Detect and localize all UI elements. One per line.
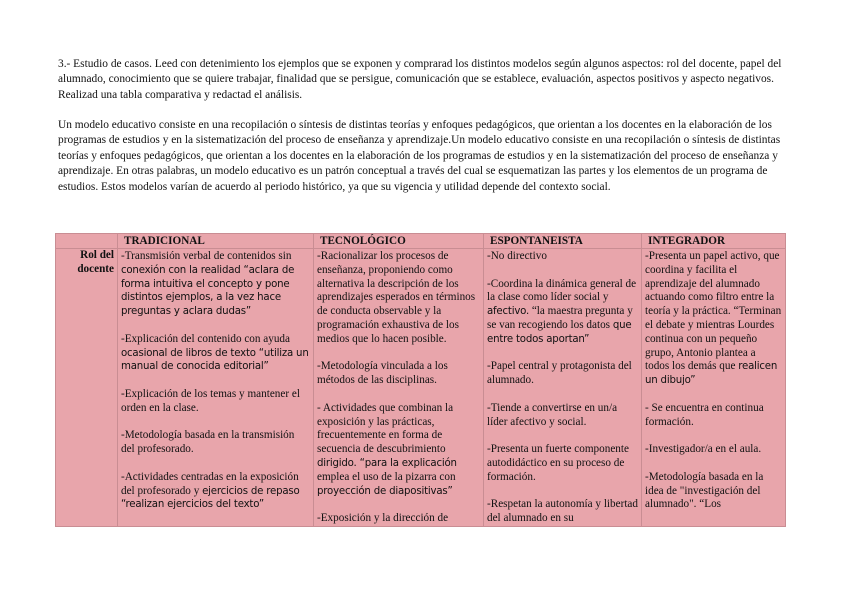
- item-text: -No directivo: [487, 250, 547, 262]
- model-definition: Un modelo educativo consiste en una recopilación o síntesis de distintas teorías y enfoques pedagógicos, que orientan a los docentes en la elaboración de los programas de estudios y en la sistematización del proceso de enseñanza y aprendizaje.Un modelo educativo consiste en una recopilación o síntesis de distintas teorías y enfoques pedagógicos, que orientan a los docentes en la elaboración de los programas de estudios y en la sistematización del proceso de enseñanza y aprendizaje. En otras palabras, un modelo educativo es un patrón conceptual a través del cual se esquematizan las partes y los elementos de un programa de estudios. Estos modelos varían de acuerdo al periodo histórico, ya que su vigencia y utilidad depende del contexto social.: [58, 119, 781, 193]
- cell-espontaneista: [484, 249, 642, 527]
- item-text: -Tiende a convertirse en un/a líder afectivo y social.: [487, 401, 618, 428]
- item-text: -Papel central y protagonista del alumnado.: [487, 360, 632, 387]
- cell-integrador: [642, 249, 786, 527]
- list-item: [121, 333, 310, 374]
- item-text: -Metodología vinculada a los métodos de las disciplinas.: [317, 360, 448, 387]
- quote-text: que entre todos aportan”: [487, 319, 632, 345]
- task-instructions: 3.- Estudio de casos. Leed con detenimiento los ejemplos que se exponen y comprarad los distintos modelos según algunos aspectos: rol del docente, papel del alumnado, conocimiento que se quiere trabajar, finalidad que se persigue, comunicación que se establece, evaluación, aspectos positivos y aspecto negativos. Realizad una tabla comparativa y redactad el análisis.: [58, 58, 782, 101]
- item-text: emplea el uso de la pizarra con: [317, 470, 456, 483]
- item-text: -Presenta un papel activo, que coordina y facilita el aprendizaje del alumnado actuando como filtro entre la teoría y la práctica. “Terminan el debate y mientras Lourdes continua con un pequeño grupo, Antonio plantea a todos los demás que: [645, 250, 782, 373]
- item-text: -Transmisión verbal de contenidos sin: [121, 250, 292, 262]
- list-item: [645, 402, 782, 430]
- comparison-table: [55, 233, 786, 527]
- table-row: [56, 249, 786, 527]
- table-header-row: [56, 234, 786, 249]
- quote-text: dirigido. “para la explicación: [317, 457, 457, 469]
- list-item: [317, 402, 480, 499]
- list-item: [121, 388, 310, 416]
- row-label-rol-docente: [56, 249, 118, 527]
- cell-tradicional: [118, 249, 314, 527]
- item-text: -Explicación del contenido con ayuda: [121, 332, 290, 345]
- list-item: [645, 250, 782, 388]
- item-text: -Presenta un fuerte componente autodidáctico en su proceso de formación.: [487, 443, 629, 483]
- header-integrador: INTEGRADOR: [642, 234, 786, 249]
- header-tradicional: TRADICIONAL: [118, 234, 314, 249]
- row-label-line: Rol del: [80, 249, 114, 261]
- quote-text: conexión con la realidad “aclara de forma intuitiva el concepto y pone distintos ejemplos, a la vez hace preguntas y aclara dudas”: [121, 264, 295, 318]
- list-item: [487, 360, 638, 388]
- row-label-line: docente: [77, 262, 114, 275]
- list-item: [487, 278, 638, 347]
- header-espontaneista: ESPONTANEISTA: [484, 234, 642, 249]
- list-item: [487, 443, 638, 484]
- list-item: [645, 471, 782, 512]
- quote-text: afectivo.: [487, 306, 530, 318]
- list-item: [487, 498, 638, 526]
- item-text: -Metodología basada en la idea de "investigación del alumnado". “Los: [645, 470, 764, 511]
- corner-cell: [56, 234, 118, 249]
- item-text: -Coordina la dinámica general de la clase como líder social y: [487, 277, 637, 304]
- list-item: [317, 512, 480, 526]
- list-item: [121, 250, 310, 319]
- list-item: [487, 250, 638, 264]
- cell-tecnologico: [314, 249, 484, 527]
- list-item: [487, 402, 638, 430]
- item-text: -Metodología basada en la transmisión del profesorado.: [121, 429, 295, 456]
- quote-text: proyección de diapositivas”: [317, 485, 453, 497]
- item-text: “la maestra pregunta y se van recogiendo los datos: [487, 305, 633, 331]
- item-text: - Actividades que combinan la exposición y las prácticas, frecuentemente en forma de secuencia de descubrimiento: [317, 401, 454, 456]
- quote-text: realicen un dibujo”: [645, 361, 778, 387]
- list-item: [317, 360, 480, 388]
- item-text: -Respetan la autonomía y libertad del alumnado en su: [487, 498, 638, 525]
- quote-text: ocasional de libros de texto “utiliza un manual de conocida editorial”: [121, 347, 309, 373]
- item-text: -Explicación de los temas y mantener el orden en la clase.: [121, 387, 300, 414]
- item-text: - Se encuentra en continua formación.: [645, 401, 764, 428]
- quote-text: ejercicios de repaso “realizan ejercicios del texto”: [121, 485, 300, 511]
- list-item: [121, 429, 310, 457]
- header-tecnologico: TECNOLÓGICO: [314, 234, 484, 249]
- item-text: -Investigador/a en el aula.: [645, 443, 762, 456]
- list-item: [317, 250, 480, 347]
- item-text: -Exposición y la dirección de: [317, 512, 449, 525]
- item-text: -Racionalizar los procesos de enseñanza, proponiendo como alternativa la descripción de los aprendizajes esperados en términos de conducta observable y la programación exhaustiva de los medios que lo hacen posible.: [317, 250, 476, 345]
- list-item: [645, 443, 782, 457]
- list-item: [121, 471, 310, 512]
- item-text: -Actividades centradas en la exposición del profesorado y: [121, 470, 299, 497]
